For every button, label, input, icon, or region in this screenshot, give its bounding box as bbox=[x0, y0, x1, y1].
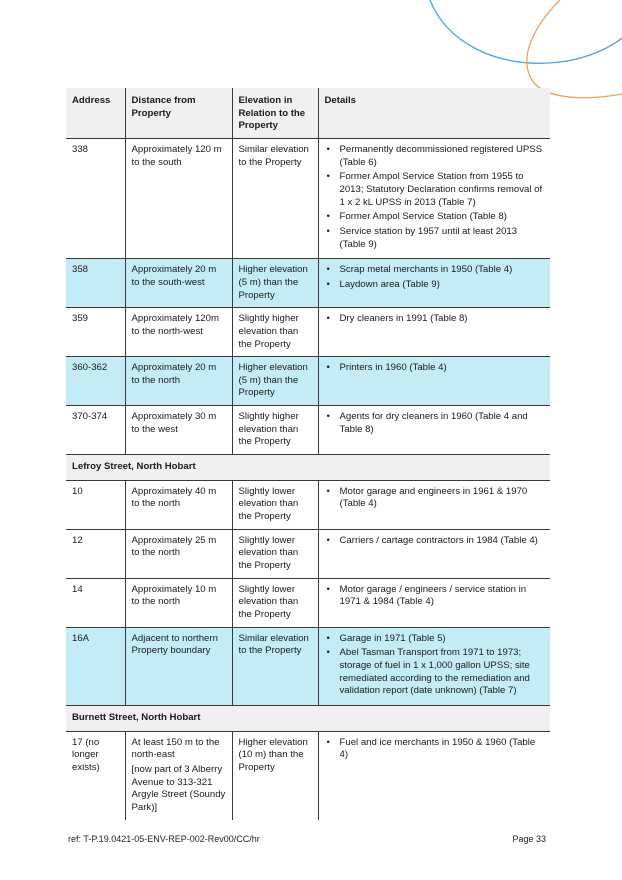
elevation-cell: Higher elevation (5 m) than the Property bbox=[232, 259, 318, 308]
section-heading-row bbox=[66, 705, 550, 731]
header-address: Address bbox=[66, 88, 125, 138]
detail-item: • Fuel and ice merchants in 1950 & 1960 (Table 4) bbox=[325, 737, 545, 762]
details-list bbox=[325, 362, 545, 375]
table-row bbox=[66, 529, 550, 578]
header-distance: Distance from Property bbox=[125, 88, 232, 138]
details-cell bbox=[318, 578, 550, 627]
table-row bbox=[66, 138, 550, 258]
distance-cell bbox=[125, 480, 232, 529]
details-list bbox=[325, 411, 545, 436]
detail-item: • Printers in 1960 (Table 4) bbox=[325, 362, 545, 375]
details-cell bbox=[318, 259, 550, 308]
distance-cell bbox=[125, 731, 232, 819]
table-row bbox=[66, 406, 550, 455]
distance-text: Approximately 120m to the north-west bbox=[131, 313, 219, 337]
distance-text: At least 150 m to the north-east bbox=[131, 736, 220, 761]
detail-item: • Carriers / cartage contractors in 1984 (Table 4) bbox=[325, 535, 545, 548]
detail-item: • Service station by 1957 until at least 2013 (Table 9) bbox=[325, 226, 545, 251]
distance-text: Approximately 40 m to the north bbox=[131, 485, 217, 510]
elevation-cell: Similar elevation to the Property bbox=[232, 627, 318, 705]
detail-item: • Former Ampol Service Station (Table 8) bbox=[325, 211, 545, 224]
details-list bbox=[325, 486, 545, 511]
detail-item: • Abel Tasman Transport from 1971 to 1973; storage of fuel in 1 x 1,000 gallon UPSS; site remediated according to the remediation and validation report (date unknown) (Table 7) bbox=[325, 647, 545, 698]
details-cell bbox=[318, 406, 550, 455]
distance-cell bbox=[125, 627, 232, 705]
distance-cell bbox=[125, 578, 232, 627]
header-elevation: Elevation in Relation to the Property bbox=[232, 88, 318, 138]
distance-cell bbox=[125, 357, 232, 406]
detail-item: • Motor garage / engineers / service station in 1971 & 1984 (Table 4) bbox=[325, 584, 545, 609]
address-cell: 358 bbox=[66, 259, 125, 308]
address-cell: 338 bbox=[66, 138, 125, 258]
address-cell: 16A bbox=[66, 627, 125, 705]
detail-item: • Former Ampol Service Station from 1955 to 2013; Statutory Declaration confirms removal of 1 x 2 kL UPSS in 2013 (Table 7) bbox=[325, 171, 545, 209]
elevation-cell: Slightly higher elevation than the Property bbox=[232, 406, 318, 455]
details-list bbox=[325, 144, 545, 251]
blue-arc bbox=[430, 0, 622, 63]
detail-item: • Motor garage and engineers in 1961 & 1970 (Table 4) bbox=[325, 486, 545, 511]
details-cell bbox=[318, 529, 550, 578]
table-header-row bbox=[66, 88, 550, 138]
address-cell: 360-362 bbox=[66, 357, 125, 406]
distance-text: Approximately 30 m to the west bbox=[131, 411, 217, 435]
section-heading: Lefroy Street, North Hobart bbox=[66, 455, 550, 481]
detail-item: • Dry cleaners in 1991 (Table 8) bbox=[325, 313, 545, 326]
table-row bbox=[66, 259, 550, 308]
table-row bbox=[66, 357, 550, 406]
details-cell bbox=[318, 627, 550, 705]
section-heading-row bbox=[66, 455, 550, 481]
details-list bbox=[325, 313, 545, 326]
section-heading: Burnett Street, North Hobart bbox=[66, 705, 550, 731]
site-history-table bbox=[66, 88, 550, 820]
distance-cell bbox=[125, 406, 232, 455]
detail-item: • Scrap metal merchants in 1950 (Table 4) bbox=[325, 264, 545, 277]
page-footer bbox=[68, 834, 546, 844]
details-cell bbox=[318, 480, 550, 529]
distance-text: Approximately 25 m to the north bbox=[131, 534, 217, 559]
elevation-cell: Slightly higher elevation than the Property bbox=[232, 308, 318, 357]
address-cell: 17 (no longer exists) bbox=[66, 731, 125, 819]
address-cell: 12 bbox=[66, 529, 125, 578]
detail-item: • Permanently decommissioned registered UPSS (Table 6) bbox=[325, 144, 545, 169]
distance-cell bbox=[125, 138, 232, 258]
distance-cell bbox=[125, 529, 232, 578]
table-row bbox=[66, 480, 550, 529]
details-list bbox=[325, 584, 545, 609]
elevation-cell: Higher elevation (10 m) than the Property bbox=[232, 731, 318, 819]
detail-item: • Agents for dry cleaners in 1960 (Table 4 and Table 8) bbox=[325, 411, 545, 436]
address-cell: 10 bbox=[66, 480, 125, 529]
elevation-cell: Slightly lower elevation than the Property bbox=[232, 480, 318, 529]
elevation-cell: Slightly lower elevation than the Property bbox=[232, 578, 318, 627]
detail-item: • Garage in 1971 (Table 5) bbox=[325, 633, 545, 646]
address-cell: 14 bbox=[66, 578, 125, 627]
elevation-cell: Similar elevation to the Property bbox=[232, 138, 318, 258]
details-list bbox=[325, 633, 545, 698]
details-list bbox=[325, 535, 545, 548]
elevation-cell: Slightly lower elevation than the Property bbox=[232, 529, 318, 578]
document-reference: ref: T-P.19.0421-05-ENV-REP-002-Rev00/CC/hr bbox=[68, 834, 260, 844]
detail-item: • Laydown area (Table 9) bbox=[325, 279, 545, 292]
table-row bbox=[66, 578, 550, 627]
table-row bbox=[66, 308, 550, 357]
details-list bbox=[325, 264, 545, 291]
elevation-cell: Higher elevation (5 m) than the Property bbox=[232, 357, 318, 406]
distance-text: Adjacent to northern Property boundary bbox=[131, 632, 218, 657]
distance-note: [now part of 3 Alberry Avenue to 313-321 Argyle Street (Soundy Park)] bbox=[131, 763, 226, 813]
address-cell: 359 bbox=[66, 308, 125, 357]
distance-cell bbox=[125, 259, 232, 308]
table-row bbox=[66, 627, 550, 705]
address-cell: 370-374 bbox=[66, 406, 125, 455]
orange-arc bbox=[527, 0, 622, 98]
table-body bbox=[66, 138, 550, 819]
distance-text: Approximately 20 m to the north bbox=[131, 362, 217, 386]
details-cell bbox=[318, 308, 550, 357]
page-number: Page 33 bbox=[512, 834, 546, 844]
header-details: Details bbox=[318, 88, 550, 138]
details-list bbox=[325, 737, 545, 762]
distance-cell bbox=[125, 308, 232, 357]
details-cell bbox=[318, 138, 550, 258]
details-cell bbox=[318, 357, 550, 406]
details-cell bbox=[318, 731, 550, 819]
distance-text: Approximately 20 m to the south-west bbox=[131, 264, 217, 288]
distance-text: Approximately 10 m to the north bbox=[131, 583, 217, 608]
table-row bbox=[66, 731, 550, 819]
distance-text: Approximately 120 m to the south bbox=[131, 143, 222, 168]
